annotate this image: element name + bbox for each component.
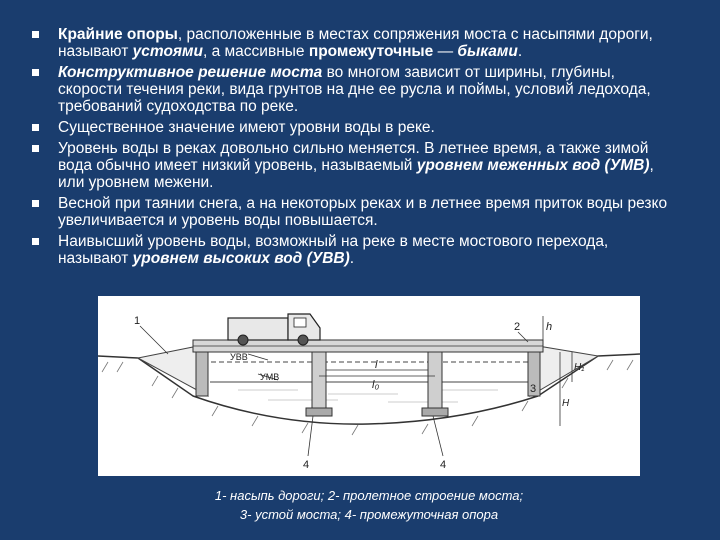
label-3: 3 — [530, 383, 537, 395]
bullet-square-icon — [32, 238, 39, 245]
bullet-item — [30, 64, 680, 115]
bullet-text — [58, 195, 667, 229]
label-4-right: 4 — [440, 459, 447, 471]
bullet-square-icon — [32, 145, 39, 152]
bullet-list — [30, 26, 680, 271]
text-run: Существенное значение имеют уровни воды в реке. — [58, 119, 435, 136]
bullet-text — [58, 119, 435, 136]
bridge-diagram — [98, 296, 640, 476]
label-hh: H — [562, 398, 570, 409]
label-h: h — [546, 321, 553, 333]
label-umv: УМВ — [260, 372, 280, 382]
figure-caption — [98, 486, 640, 524]
text-run: Уровень воды в реках довольно сильно меняется. В летнее время, а также зимой вода обычно имеет низкий уровень, называемый — [58, 140, 649, 174]
label-4-left: 4 — [303, 459, 310, 471]
label-l0: l₀ — [372, 379, 380, 391]
pier-left-foot — [306, 408, 332, 416]
bullet-text — [58, 26, 653, 60]
text-run: во многом зависит от ширины, глубины, скорости течения реки, вида грунтов на дне ее русла и поймы, условий ледохода, требований судоходства по реке. — [58, 64, 651, 115]
bullet-item — [30, 140, 680, 191]
text-run: Наивысший уровень воды, возможный на реке в месте мостового перехода, называют — [58, 233, 609, 267]
bullet-item — [30, 195, 680, 229]
text-run: . — [349, 250, 355, 267]
bullet-square-icon — [32, 31, 39, 38]
bullet-square-icon — [32, 124, 39, 131]
label-uvv: УВВ — [230, 352, 248, 362]
bullet-item — [30, 233, 680, 267]
label-2: 2 — [514, 321, 521, 333]
bullet-item — [30, 119, 680, 136]
left-abutment — [196, 352, 208, 396]
bullet-item — [30, 26, 680, 60]
bullet-text — [58, 233, 608, 267]
pier-right — [428, 352, 442, 412]
caption-line-1: 1- насыпь дороги; 2- пролетное строение моста; — [214, 488, 524, 503]
term-italic: устоями — [132, 43, 203, 60]
text-run: . — [517, 43, 523, 60]
truck-icon — [228, 314, 320, 345]
term-italic: Конструктивное решение моста — [58, 64, 323, 81]
label-1: 1 — [134, 315, 141, 327]
label-h1: H₁ — [574, 362, 585, 373]
text-run: , расположенные в местах сопряжения моста с насыпями дороги, называют — [58, 26, 653, 60]
term-italic: уровнем высоких вод (УВВ) — [132, 250, 350, 267]
term-italic: уровнем меженных вод (УМВ) — [416, 157, 650, 174]
term-bold: Крайние опоры — [58, 26, 178, 43]
text-run: — — [433, 43, 458, 60]
bullet-text — [58, 140, 654, 191]
bridge-diagram-svg — [98, 296, 640, 476]
pier-right-foot — [422, 408, 448, 416]
term-bold: промежуточные — [308, 43, 434, 60]
bullet-square-icon — [32, 200, 39, 207]
term-italic: быками — [457, 43, 518, 60]
bullet-square-icon — [32, 69, 39, 76]
caption-line-2: 3- устой моста; 4- промежуточная опора — [239, 507, 499, 522]
text-run: Весной при таянии снега, а на некоторых реках и в летнее время приток воды резко увеличивается и уровень воды повышается. — [58, 195, 668, 229]
label-l: l — [375, 359, 378, 371]
text-run: , или уровнем межени. — [58, 157, 654, 191]
pier-left — [312, 352, 326, 412]
text-run: , а массивные — [202, 43, 309, 60]
bullet-text — [58, 64, 651, 115]
water-ripples — [238, 390, 498, 402]
